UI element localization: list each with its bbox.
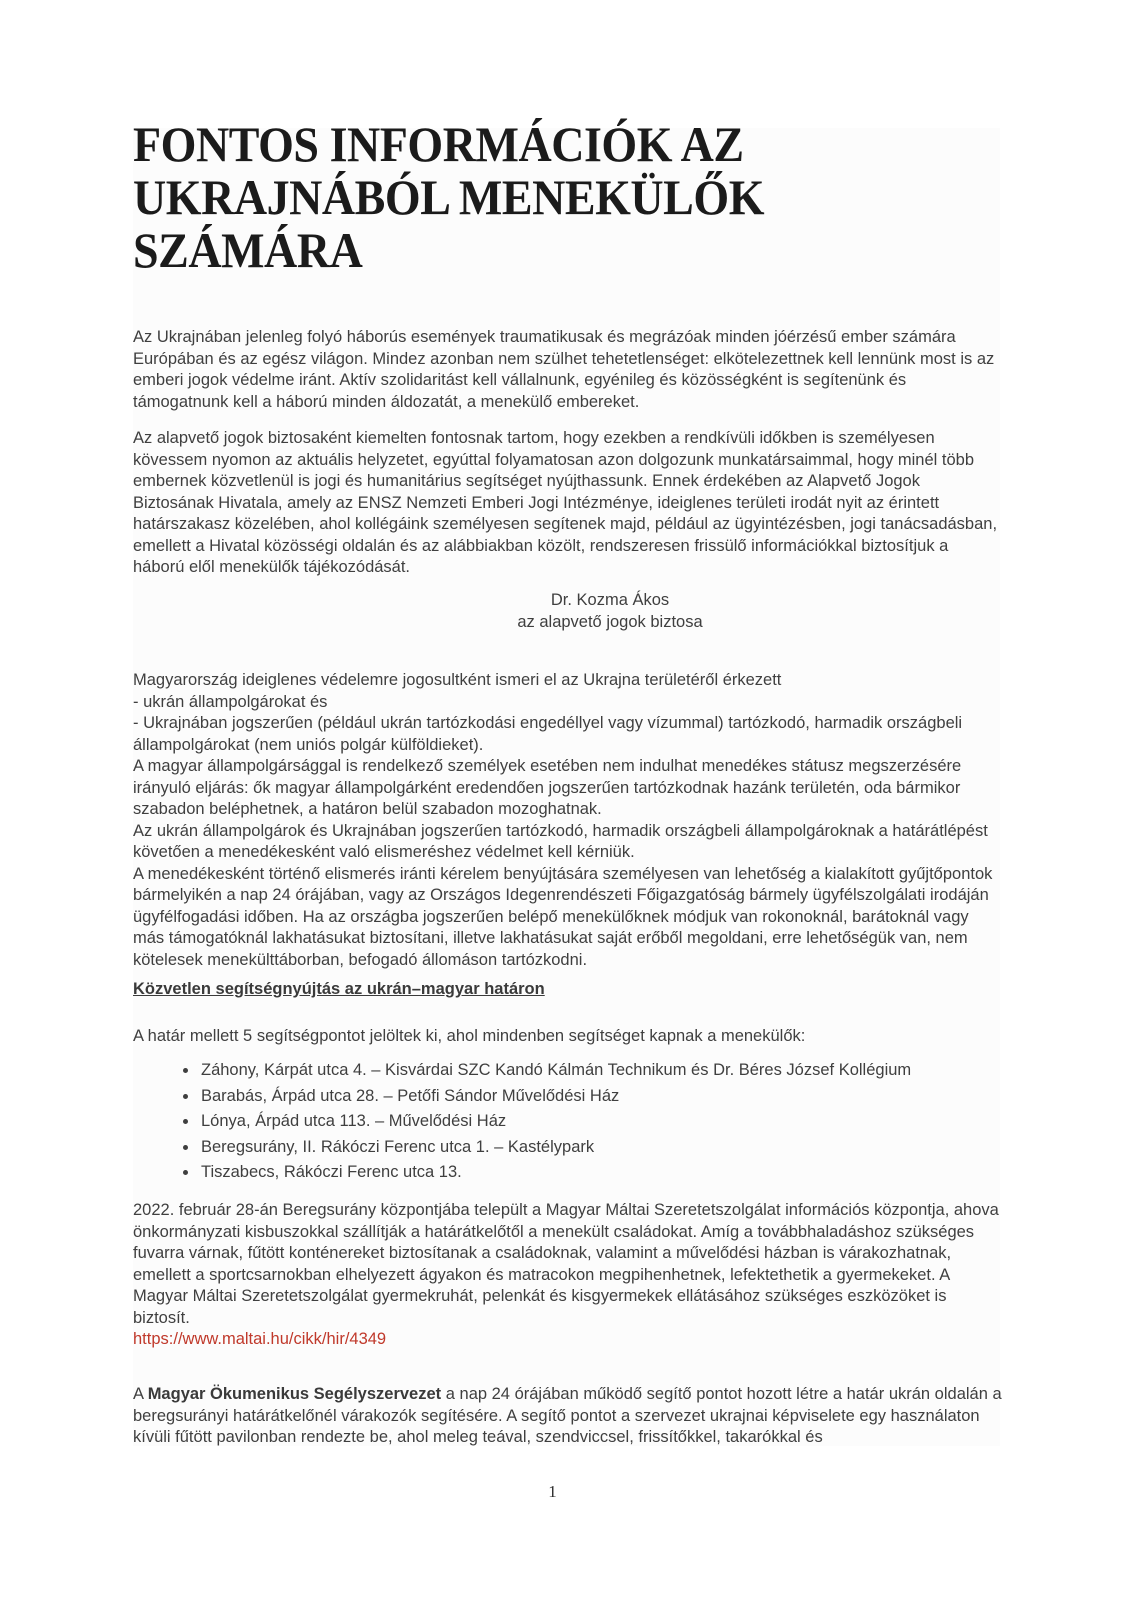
page-number: 1 <box>548 1482 557 1501</box>
page-title-line-1: FONTOS INFORMÁCIÓK AZ <box>133 116 744 172</box>
signature-name: Dr. Kozma Ákos <box>550 591 670 609</box>
protection-line: - Ukrajnában jogszerűen (például ukrán tartózkodási engedéllyel vagy vízummal) tartózkodó, harmadik országbeli állampolgárokat (nem uniós polgár külföldieket). <box>133 714 963 754</box>
intro-paragraph-1: Az Ukrajnában jelenleg folyó háborús események traumatikusak és megrázóak minden jóérzésű ember számára Európában és az egész világon. Mindez azonban nem szülhet tehetetlenséget: elkötelezettnek kell lennünk most is az emberi jogok védelme iránt. Aktív szolidaritást kell vállalnunk, egyénileg és közösségként is segítenünk és támogatnunk kell a háború minden áldozatát, a menekülő embereket. <box>133 328 995 411</box>
okumenikus-rest: a nap 24 órájában működő segítő pontot hozott létre a határ ukrán oldalán a beregsurányi határátkelőnél várakozók segítésére. A segítő pontot a szervezet ukrajnai képviselete egy használaton kívüli fűtött pavilonban rendezte be, ahol meleg teával, szendviccsel, frissítőkkel, takarókkal és <box>133 1385 1002 1446</box>
okumenikus-org-name: Magyar Ökumenikus Segélyszervezet <box>147 1385 442 1403</box>
page-title-line-3: SZÁMÁRA <box>133 222 363 278</box>
help-point-item: • Tiszabecs, Rákóczi Ferenc utca 13. <box>199 1162 1003 1184</box>
signature-block <box>133 590 1003 633</box>
section-heading-border-help: Közvetlen segítségnyújtás az ukrán–magyar határon <box>133 980 545 998</box>
protection-line: A magyar állampolgársággal is rendelkező személyek esetében nem indulhat menedékes státusz megszerzésére irányuló eljárás: ők magyar állampolgárként eredendően jogszerűen tartózkodnak hazánk területén, oda bármikor szabadon beléphetnek, a határon belül szabadon mozoghatnak. <box>133 757 962 818</box>
protection-info-block <box>133 670 1003 971</box>
maltai-paragraph-text: 2022. február 28-án Beregsurány központjába települt a Magyar Máltai Szeretetszolgálat információs központja, ahova önkormányzati kisbuszokkal szállítják a határátkelőtől a menekült családokat. Amíg a továbbhaladáshoz szükséges fuvarra várnak, fűtött konténereket biztosítanak a családoknak, valamint a művelődési házban is várakozhatnak, emellett a sportcsarnokban elhelyezett ágyakon és matracokon megpihenhetnek, lefektethetik a gyermekeket. A Magyar Máltai Szeretetszolgálat gyermekruhát, pelenkát és kisgyermekek ellátásához szükséges eszközöket is biztosít. <box>133 1201 999 1327</box>
help-point-item: • Záhony, Kárpát utca 4. – Kisvárdai SZC Kandó Kálmán Technikum és Dr. Béres József Kollégium <box>199 1060 1003 1082</box>
help-point-item: • Beregsurány, II. Rákóczi Ferenc utca 1. – Kastélypark <box>199 1137 1003 1159</box>
page-title <box>133 118 933 277</box>
protection-line: A menedékesként történő elismerés iránti kérelem benyújtására személyesen van lehetőség a kialakított gyűjtőpontok bármelyikén a nap 24 órájában, vagy az Országos Idegenrendészeti Főigazgatóság bármely ügyfélszolgálati irodáján ügyfélfogadási időben. Ha az országba jogszerűen belépő menekülőknek módjuk van rokonoknál, barátoknál vagy más támogatóknál lakhatásukat biztosítani, illetve lakhatásukat saját erőből megoldani, erre lehetőségük van, nem kötelesek menekülttáborban, befogadó állomáson tartózkodni. <box>133 864 993 969</box>
help-point-item: • Barabás, Árpád utca 28. – Petőfi Sándor Művelődési Ház <box>199 1086 1003 1108</box>
okumenikus-prefix: A <box>133 1385 148 1403</box>
help-points-list <box>133 1060 1003 1188</box>
help-point-item: • Lónya, Árpád utca 113. – Művelődési Ház <box>199 1111 1003 1133</box>
intro-paragraph-2: Az alapvető jogok biztosaként kiemelten fontosnak tartom, hogy ezekben a rendkívüli időkben is személyesen kövessem nyomon az aktuális helyzetet, egyúttal folyamatosan azon dolgozunk munkatársaimmal, hogy minél több embernek közvetlenül is jogi és humanitárius segítséget nyújthassunk. Ennek érdekében az Alapvető Jogok Biztosának Hivatala, amely az ENSZ Nemzeti Emberi Jogi Intézménye, ideiglenes területi irodát nyit az érintett határszakasz közelében, ahol kollégáink személyesen segítenek majd, például az ügyintézésben, jogi tanácsadásban, emellett a Hivatal közösségi oldalán és az alábbiakban közölt, rendszeresen frissülő információkkal biztosítjuk a háború elől menekülők tájékozódását. <box>133 429 998 576</box>
okumenikus-paragraph <box>133 1384 1003 1449</box>
protection-line: - ukrán állampolgárokat és <box>133 692 328 711</box>
help-points-lead: A határ mellett 5 segítségpontot jelöltek ki, ahol mindenben segítséget kapnak a menekülők: <box>133 1027 806 1045</box>
maltai-link[interactable]: https://www.maltai.hu/cikk/hir/4349 <box>133 1330 387 1348</box>
signature-role: az alapvető jogok biztosa <box>517 612 703 631</box>
protection-line: Az ukrán állampolgárok és Ukrajnában jogszerűen tartózkodó, harmadik országbeli állampolgároknak a határátlépést követően a menedékesként való elismeréshez védelmet kell kérniük. <box>133 821 988 861</box>
maltai-paragraph-block <box>133 1200 1003 1351</box>
protection-line: Magyarország ideiglenes védelemre jogosultként ismeri el az Ukrajna területéről érkezett <box>133 671 782 689</box>
page-title-line-2: UKRAJNÁBÓL MENEKÜLŐK <box>133 169 765 225</box>
